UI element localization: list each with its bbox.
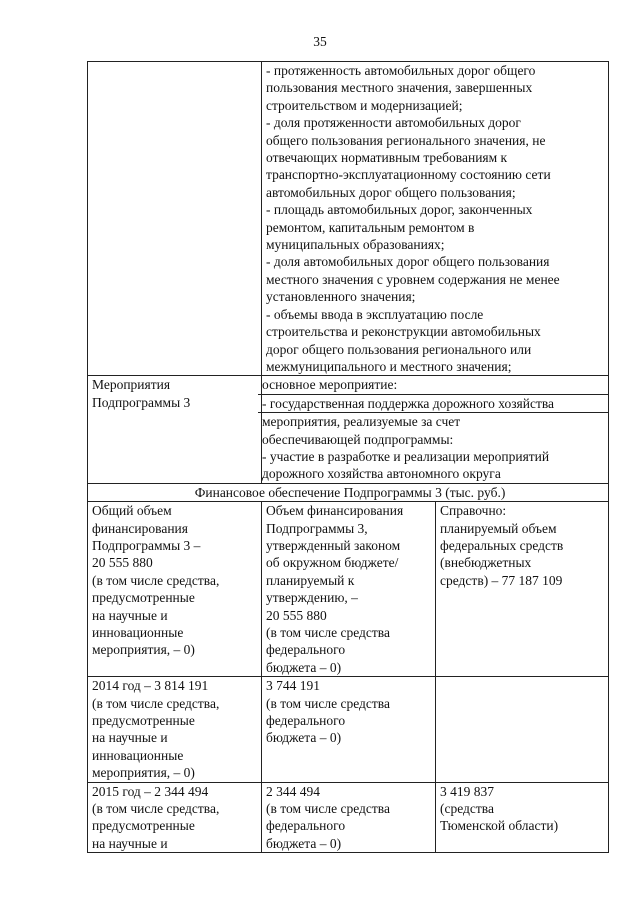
- year-total-line-5: инновационные: [92, 747, 184, 763]
- support-measure-line-2: обеспечивающей подпрограммы:: [262, 431, 454, 447]
- reference-funding-line-3: федеральных средств: [440, 537, 564, 553]
- approved-funding-line-6: утверждению, –: [266, 590, 358, 606]
- year-approved-line-1: 3 744 191: [266, 678, 320, 694]
- indicator-line-15: - объемы ввода в эксплуатацию после: [266, 306, 484, 322]
- indicator-line-11: муниципальных образованиях;: [266, 237, 445, 253]
- total-funding-line-8: инновационные: [92, 625, 184, 640]
- year-total-line-1: 2014 год – 3 814 191: [92, 678, 209, 694]
- indicator-line-18: межмуниципального и местного значения;: [266, 358, 512, 374]
- year-2014-total-cell: [88, 677, 262, 782]
- measures-row: [88, 376, 609, 483]
- year-row-2015: [88, 782, 609, 853]
- indicator-line-8: автомобильных дорог общего пользования;: [266, 184, 516, 200]
- approved-funding-line-7: 20 555 880: [266, 607, 327, 623]
- indicator-line-9: - площадь автомобильных дорог, законченных: [266, 202, 533, 218]
- year-total-line-3: предусмотренные: [92, 818, 195, 834]
- year-reference-line-2: (средства: [440, 801, 494, 817]
- year-2015-total-cell: [88, 782, 262, 853]
- indicator-line-10: ремонтом, капитальным ремонтом в: [266, 219, 475, 235]
- indicator-line-13: местного значения с уровнем содержания не менее: [266, 271, 560, 287]
- year-reference-line-3: Тюменской области): [440, 818, 559, 834]
- year-approved-line-3: федерального: [266, 818, 346, 834]
- reference-funding-cell: [436, 502, 609, 677]
- approved-funding-line-9: федерального: [266, 642, 346, 658]
- total-funding-line-2: финансирования: [92, 520, 188, 536]
- indicator-line-1: - протяженность автомобильных дорог общего: [266, 63, 536, 78]
- reference-funding-line-2: планируемый объем: [440, 520, 557, 536]
- year-2014-approved-cell: [262, 677, 436, 782]
- main-measure-title: основное мероприятие:: [262, 377, 398, 393]
- total-funding-cell: [88, 502, 262, 677]
- measures-label-cell: [88, 376, 262, 483]
- year-approved-line-4: бюджета – 0): [266, 730, 342, 746]
- total-funding-line-3: Подпрограммы 3 –: [92, 537, 201, 553]
- indicator-line-17: дорог общего пользования регионального или: [266, 341, 532, 357]
- year-reference-line-1: 3 419 837: [440, 783, 494, 799]
- year-total-line-4: на научные и: [92, 730, 168, 746]
- passport-table-fragment: [87, 61, 608, 853]
- indicators-label-cell: [88, 62, 262, 376]
- indicator-line-6: отвечающих нормативным требованиям к: [266, 150, 508, 166]
- total-funding-line-6: предусмотренные: [92, 590, 195, 606]
- year-total-line-6: мероприятия, – 0): [92, 765, 195, 781]
- approved-funding-line-8: (в том числе средства: [266, 625, 390, 640]
- page-number: 35: [313, 34, 327, 49]
- support-measure-line-1: мероприятия, реализуемые за счет: [262, 414, 461, 430]
- approved-funding-line-10: бюджета – 0): [266, 659, 342, 675]
- approved-funding-line-2: Подпрограммы 3,: [266, 520, 368, 536]
- measures-label-line-1: Мероприятия: [92, 377, 171, 393]
- total-funding-line-9: мероприятия, – 0): [92, 642, 195, 658]
- indicator-line-12: - доля автомобильных дорог общего пользования: [266, 254, 550, 270]
- year-total-line-3: предусмотренные: [92, 713, 195, 729]
- indicator-line-16: строительства и реконструкции автомобильных: [266, 324, 541, 340]
- approved-funding-line-5: планируемый к: [266, 572, 355, 588]
- year-approved-line-4: бюджета – 0): [266, 835, 342, 851]
- total-funding-line-1: Общий объем: [92, 503, 172, 519]
- approved-funding-line-1: Объем финансирования: [266, 503, 404, 519]
- approved-funding-line-3: утвержденный законом: [266, 537, 401, 553]
- measures-label-line-2: Подпрограммы 3: [92, 394, 191, 410]
- indicators-cell: [262, 62, 609, 376]
- approved-funding-cell: [262, 502, 436, 677]
- year-2014-reference-cell: [436, 677, 609, 782]
- year-total-line-2: (в том числе средства,: [92, 801, 220, 817]
- approved-funding-line-4: об окружном бюджете/: [266, 555, 399, 571]
- support-measure-line-3: - участие в разработке и реализации мероприятий: [262, 448, 550, 464]
- indicator-line-14: установленного значения;: [266, 289, 416, 305]
- year-approved-line-2: (в том числе средства: [266, 695, 390, 711]
- year-approved-line-2: (в том числе средства: [266, 801, 390, 817]
- year-total-line-1: 2015 год – 2 344 494: [92, 783, 209, 799]
- year-approved-line-1: 2 344 494: [266, 783, 320, 799]
- main-measure-item: - государственная поддержка дорожного хозяйства: [262, 395, 555, 411]
- indicator-line-7: транспортно-эксплуатационному состоянию сети: [266, 167, 551, 183]
- year-row-2014: [88, 677, 609, 782]
- year-total-line-4: на научные и: [92, 835, 168, 851]
- reference-funding-line-5: средств) – 77 187 109: [440, 572, 563, 588]
- indicator-line-4: - доля протяженности автомобильных дорог: [266, 115, 521, 131]
- indicator-line-5: общего пользования регионального значения, не: [266, 132, 546, 148]
- main-measure-title-row: [258, 376, 608, 394]
- indicator-line-2: пользования местного значения, завершенных: [266, 80, 533, 96]
- finance-total-row: [88, 502, 609, 677]
- indicator-line-3: строительством и модернизацией;: [266, 97, 463, 113]
- year-approved-line-3: федерального: [266, 713, 346, 729]
- support-measure-line-4: дорожного хозяйства автономного округа: [262, 466, 501, 482]
- finance-heading-row: [88, 483, 609, 501]
- subprogram-table: [87, 61, 609, 853]
- total-funding-line-5: (в том числе средства,: [92, 572, 220, 588]
- year-2015-approved-cell: [262, 782, 436, 853]
- indicators-row: [88, 62, 609, 376]
- year-2015-reference-cell: [436, 782, 609, 853]
- reference-funding-line-1: Справочно:: [440, 503, 507, 519]
- measures-cell: [262, 376, 609, 483]
- finance-heading: Финансовое обеспечение Подпрограммы 3 (тыс. руб.): [88, 483, 609, 501]
- year-total-line-2: (в том числе средства,: [92, 695, 220, 711]
- support-measures-block: [258, 413, 608, 483]
- total-funding-line-4: 20 555 880: [92, 555, 153, 571]
- total-funding-line-7: на научные и: [92, 607, 168, 623]
- main-measure-item-row: [258, 395, 608, 413]
- reference-funding-line-4: (внебюджетных: [440, 555, 532, 571]
